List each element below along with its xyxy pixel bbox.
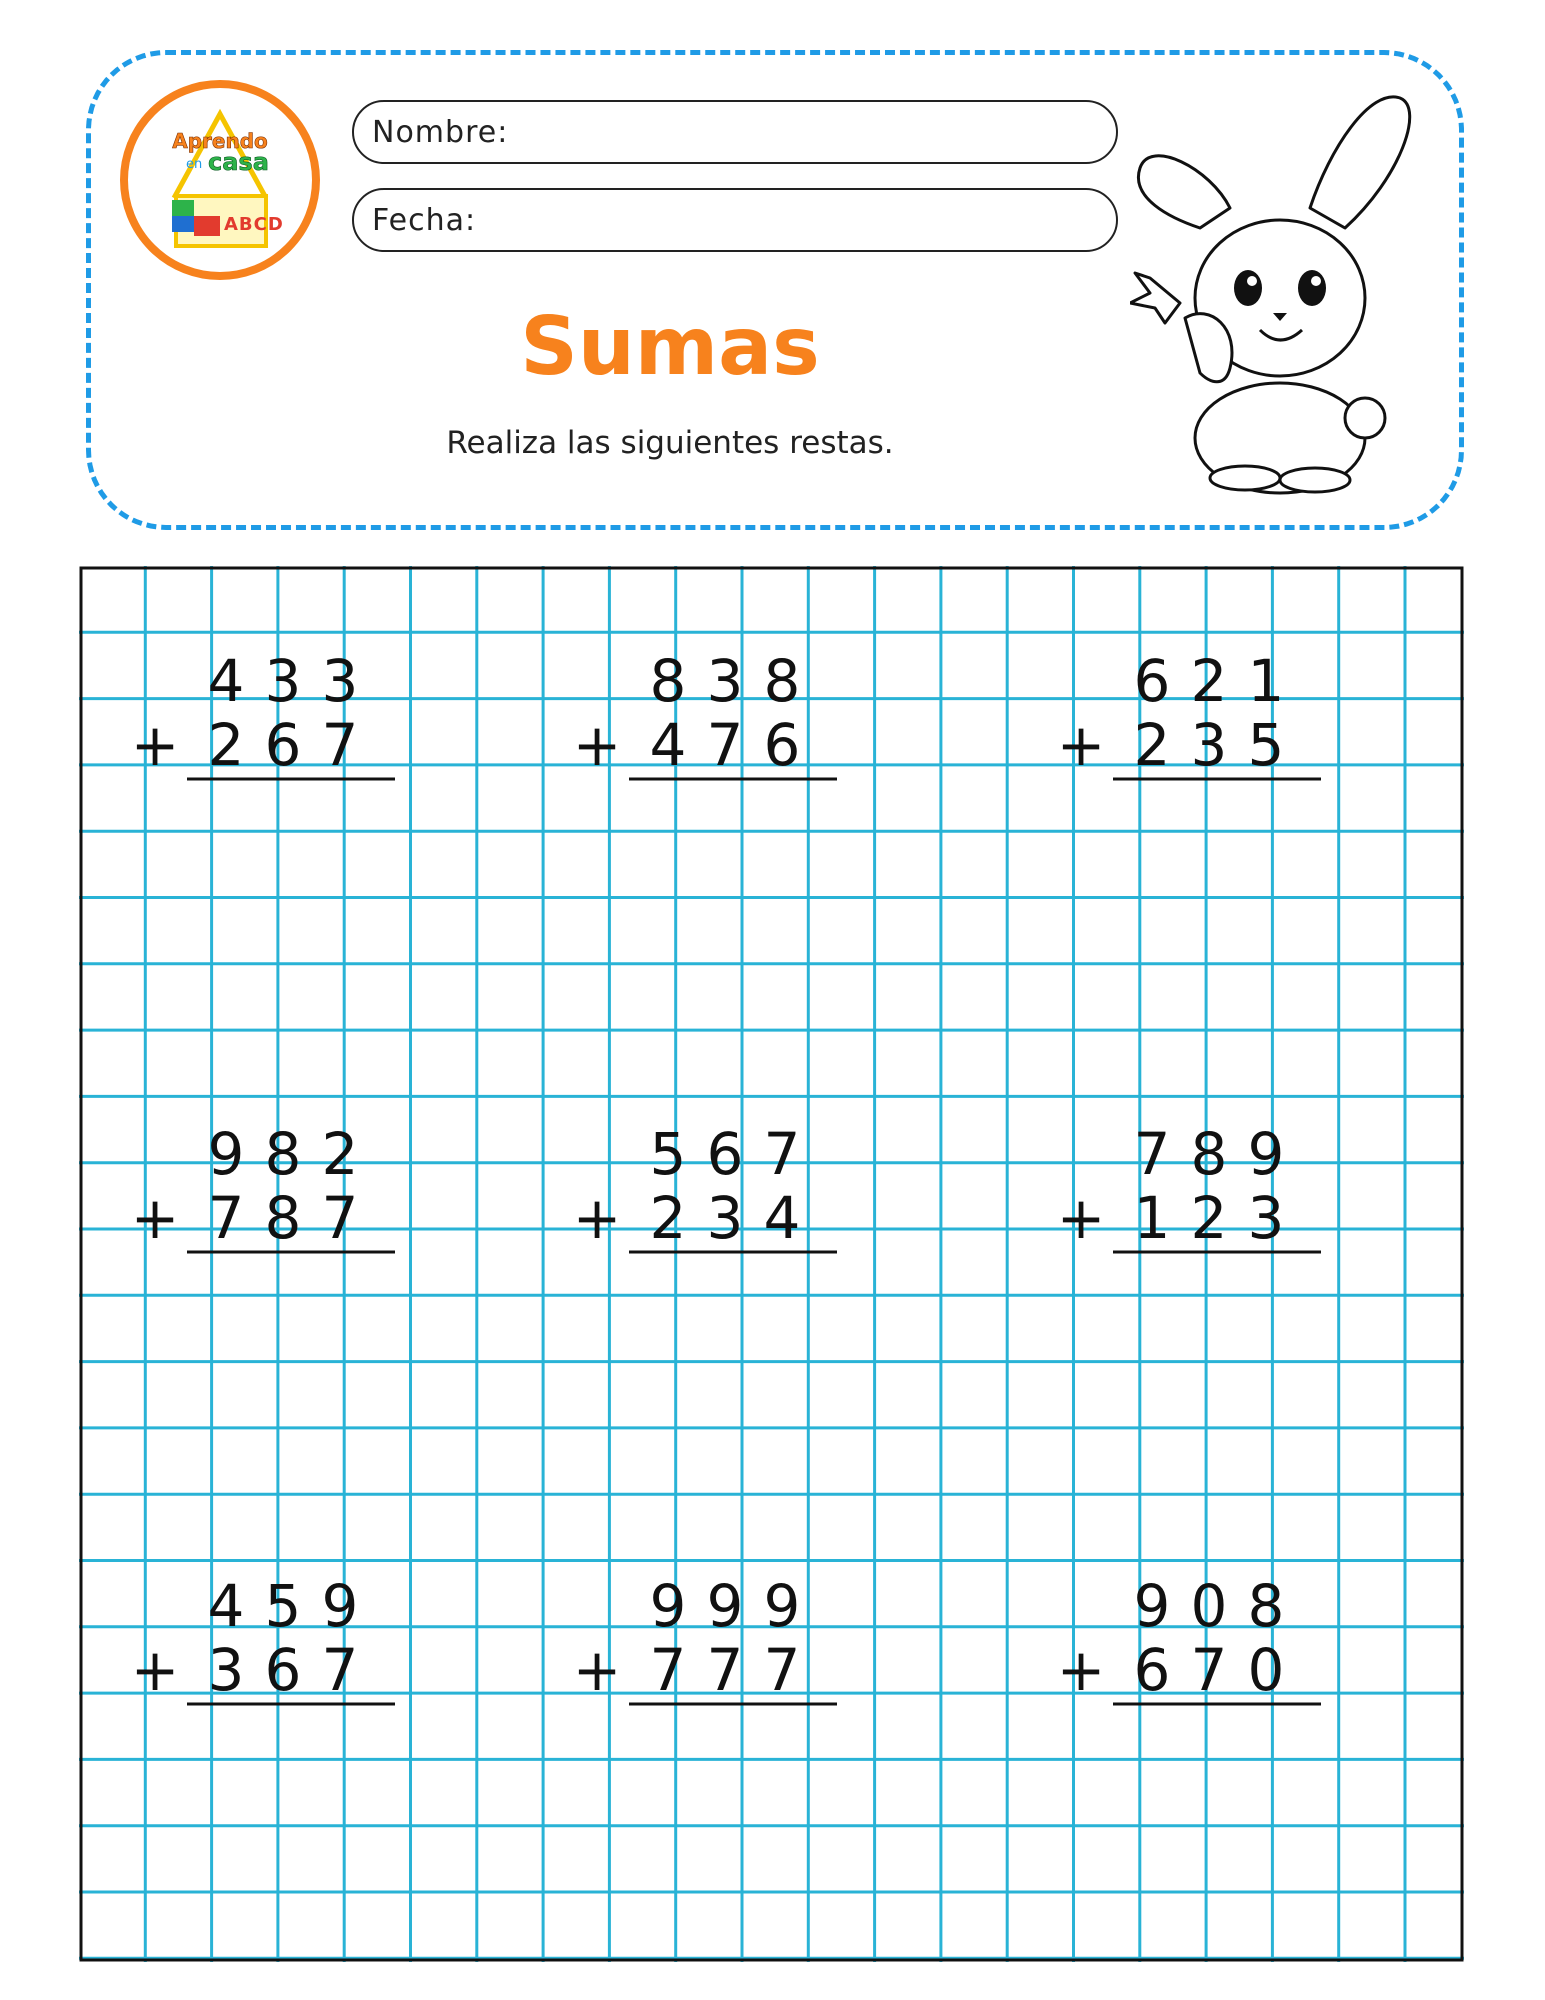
logo-graphic <box>128 88 312 272</box>
top-digit: 7 <box>1133 1120 1171 1188</box>
bottom-digit: 2 <box>207 711 245 779</box>
left-ear-icon <box>1138 156 1230 228</box>
blue-block-icon <box>172 216 194 232</box>
top-digit: 9 <box>207 1120 245 1188</box>
bottom-digit: 8 <box>264 1184 302 1252</box>
bottom-digit: 1 <box>1133 1184 1171 1252</box>
bottom-digit: 7 <box>1190 1636 1228 1704</box>
top-digit: 1 <box>1247 647 1285 715</box>
top-digit: 2 <box>321 1120 359 1188</box>
top-digit: 4 <box>207 1572 245 1640</box>
top-digit: 9 <box>649 1572 687 1640</box>
bottom-digit: 3 <box>207 1636 245 1704</box>
bottom-digit: 4 <box>763 1184 801 1252</box>
bottom-digit: 7 <box>207 1184 245 1252</box>
top-digit: 9 <box>763 1572 801 1640</box>
grid-paper <box>79 566 1464 1962</box>
green-block-icon <box>172 200 194 216</box>
plus-sign: + <box>1056 1636 1106 1704</box>
bottom-digit: 2 <box>1133 711 1171 779</box>
logo-line1: Aprendo <box>172 129 268 153</box>
addition-problem <box>131 647 395 779</box>
problem-layer <box>131 647 1321 1704</box>
aprendo-en-casa-logo <box>120 80 320 280</box>
bottom-digit: 4 <box>649 711 687 779</box>
date-label: Fecha: <box>372 202 477 238</box>
plus-sign: + <box>1056 711 1106 779</box>
plus-sign: + <box>130 1636 180 1704</box>
top-digit: 7 <box>763 1120 801 1188</box>
page-title: Sumas <box>520 300 820 393</box>
top-digit: 8 <box>1247 1572 1285 1640</box>
bunny-tail <box>1345 398 1385 438</box>
bottom-digit: 6 <box>1133 1636 1171 1704</box>
bottom-digit: 6 <box>763 711 801 779</box>
top-digit: 9 <box>321 1572 359 1640</box>
bottom-digit: 3 <box>1190 711 1228 779</box>
problems-grid <box>79 566 1464 1962</box>
logo-letters: ABCD <box>224 214 284 235</box>
name-field[interactable] <box>352 100 1118 164</box>
top-digit: 9 <box>706 1572 744 1640</box>
plus-sign: + <box>572 711 622 779</box>
top-digit: 8 <box>1190 1120 1228 1188</box>
bottom-digit: 7 <box>706 711 744 779</box>
addition-problem <box>573 1572 837 1704</box>
bottom-digit: 6 <box>264 711 302 779</box>
top-digit: 8 <box>264 1120 302 1188</box>
top-digit: 0 <box>1190 1572 1228 1640</box>
logo-line3: casa <box>208 148 269 176</box>
bunny-illustration <box>1130 78 1430 498</box>
top-digit: 8 <box>649 647 687 715</box>
bottom-digit: 7 <box>706 1636 744 1704</box>
name-label: Nombre: <box>372 114 509 150</box>
plus-sign: + <box>572 1636 622 1704</box>
instruction-text: Realiza las siguientes restas. <box>446 425 894 461</box>
addition-problem <box>573 647 837 779</box>
bottom-digit: 7 <box>321 711 359 779</box>
logo-line2: en <box>186 157 203 172</box>
addition-problem <box>131 1572 395 1704</box>
right-ear-icon <box>1310 97 1410 228</box>
left-eye-icon <box>1234 270 1262 306</box>
top-digit: 4 <box>207 647 245 715</box>
top-digit: 6 <box>1133 647 1171 715</box>
addition-problem <box>1057 1120 1321 1252</box>
addition-problem <box>131 1120 395 1252</box>
date-field[interactable] <box>352 188 1118 252</box>
addition-problem <box>1057 647 1321 779</box>
bottom-digit: 7 <box>321 1636 359 1704</box>
top-digit: 3 <box>264 647 302 715</box>
top-digit: 8 <box>763 647 801 715</box>
bottom-digit: 2 <box>649 1184 687 1252</box>
bottom-digit: 3 <box>1247 1184 1285 1252</box>
top-digit: 6 <box>706 1120 744 1188</box>
addition-problem <box>1057 1572 1321 1704</box>
top-digit: 5 <box>649 1120 687 1188</box>
plus-sign: + <box>572 1184 622 1252</box>
top-digit: 5 <box>264 1572 302 1640</box>
carrot-leaves-icon <box>1130 273 1180 323</box>
bottom-digit: 7 <box>321 1184 359 1252</box>
bottom-digit: 3 <box>706 1184 744 1252</box>
bottom-digit: 7 <box>763 1636 801 1704</box>
top-digit: 9 <box>1133 1572 1171 1640</box>
plus-sign: + <box>130 711 180 779</box>
plus-sign: + <box>1056 1184 1106 1252</box>
right-eye-icon <box>1298 270 1326 306</box>
bottom-digit: 7 <box>649 1636 687 1704</box>
top-digit: 2 <box>1190 647 1228 715</box>
addition-problem <box>573 1120 837 1252</box>
top-digit: 3 <box>321 647 359 715</box>
red-block-icon <box>194 216 220 236</box>
plus-sign: + <box>130 1184 180 1252</box>
right-foot <box>1280 468 1350 492</box>
bottom-digit: 0 <box>1247 1636 1285 1704</box>
bottom-digit: 6 <box>264 1636 302 1704</box>
left-foot <box>1210 466 1280 490</box>
top-digit: 9 <box>1247 1120 1285 1188</box>
top-digit: 3 <box>706 647 744 715</box>
bottom-digit: 5 <box>1247 711 1285 779</box>
bottom-digit: 2 <box>1190 1184 1228 1252</box>
